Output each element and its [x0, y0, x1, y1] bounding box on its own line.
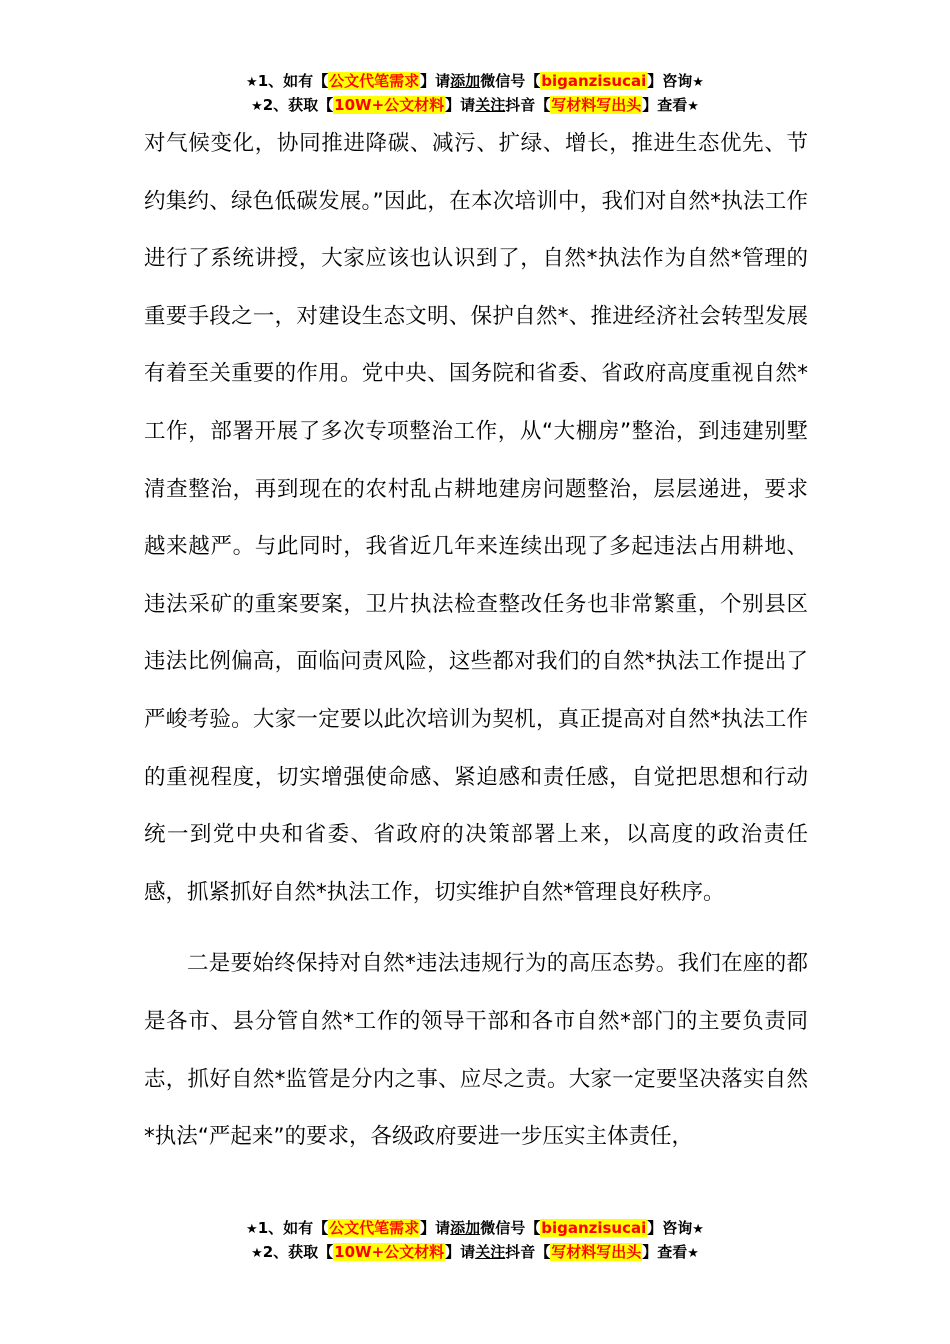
star-icon: ★	[687, 99, 699, 114]
banner-highlight: 10W+公文材料	[334, 1243, 445, 1261]
header-banner	[0, 70, 950, 118]
banner-emphasis: 关注	[475, 1243, 506, 1261]
banner-line-2	[0, 1241, 950, 1265]
banner-text: 】咨询	[647, 1219, 693, 1237]
banner-line-1	[0, 70, 950, 94]
banner-text: 1、如有【	[257, 1219, 329, 1237]
banner-highlight: 公文代笔需求	[329, 72, 420, 90]
star-icon: ★	[246, 1222, 258, 1237]
star-icon: ★	[687, 1246, 699, 1261]
banner-text: 微信号【	[480, 72, 541, 90]
footer-banner	[0, 1217, 950, 1265]
banner-text: 】请	[445, 1243, 476, 1261]
banner-line-1	[0, 1217, 950, 1241]
banner-highlight: 写材料写出头	[551, 1243, 642, 1261]
banner-text: 】请	[445, 96, 476, 114]
star-icon: ★	[246, 75, 258, 90]
banner-text: 抖音【	[505, 96, 551, 114]
banner-text: 抖音【	[505, 1243, 551, 1261]
banner-highlight: biganzisucai	[541, 1219, 647, 1237]
banner-emphasis: 关注	[475, 96, 506, 114]
star-icon: ★	[692, 75, 704, 90]
banner-highlight: biganzisucai	[541, 72, 647, 90]
banner-highlight: 10W+公文材料	[334, 96, 445, 114]
banner-text: 】咨询	[647, 72, 693, 90]
banner-text: 1、如有【	[257, 72, 329, 90]
star-icon: ★	[251, 1246, 263, 1261]
paragraph: 二是要始终保持对自然*违法违规行为的高压态势。我们在座的都是各市、县分管自然*工作的领导干部和各市自然*部门的主要负责同志，抓好自然*监管是分内之事、应尽之责。大家一定要坚决落实自然*执法“严起来”的要求，各级政府要进一步压实主体责任，	[144, 951, 808, 1150]
banner-highlight: 公文代笔需求	[329, 1219, 420, 1237]
banner-text: 2、获取【	[262, 96, 334, 114]
star-icon: ★	[692, 1222, 704, 1237]
banner-text: 】请	[420, 72, 451, 90]
star-icon: ★	[251, 99, 263, 114]
banner-highlight: 写材料写出头	[551, 96, 642, 114]
document-body	[144, 115, 808, 1166]
banner-text: 】查看	[642, 96, 688, 114]
banner-text: 2、获取【	[262, 1243, 334, 1261]
banner-text: 】查看	[642, 1243, 688, 1261]
banner-emphasis: 添加	[450, 1219, 481, 1237]
banner-text: 】请	[420, 1219, 451, 1237]
banner-text: 微信号【	[480, 1219, 541, 1237]
paragraph: 对气候变化，协同推进降碳、减污、扩绿、增长，推进生态优先、节约集约、绿色低碳发展。”因此，在本次培训中，我们对自然*执法工作进行了系统讲授，大家应该也认识到了，自然*执法作为自然*管理的重要手段之一，对建设生态文明、保护自然*、推进经济社会转型发展有着至关重要的作用。党中央、国务院和省委、省政府高度重视自然*工作，部署开展了多次专项整治工作，从“大棚房”整治，到违建别墅清查整治，再到现在的农村乱占耕地建房问题整治，层层递进，要求越来越严。与此同时，我省近几年来连续出现了多起违法占用耕地、违法采矿的重案要案，卫片执法检查整改任务也非常繁重，个别县区违法比例偏高，面临问责风险，这些都对我们的自然*执法工作提出了严峻考验。大家一定要以此次培训为契机，真正提高对自然*执法工作的重视程度，切实增强使命感、紧迫感和责任感，自觉把思想和行动统一到党中央和省委、省政府的决策部署上来，以高度的政治责任感，抓紧抓好自然*执法工作，切实维护自然*管理良好秩序。	[144, 131, 808, 905]
banner-emphasis: 添加	[450, 72, 481, 90]
